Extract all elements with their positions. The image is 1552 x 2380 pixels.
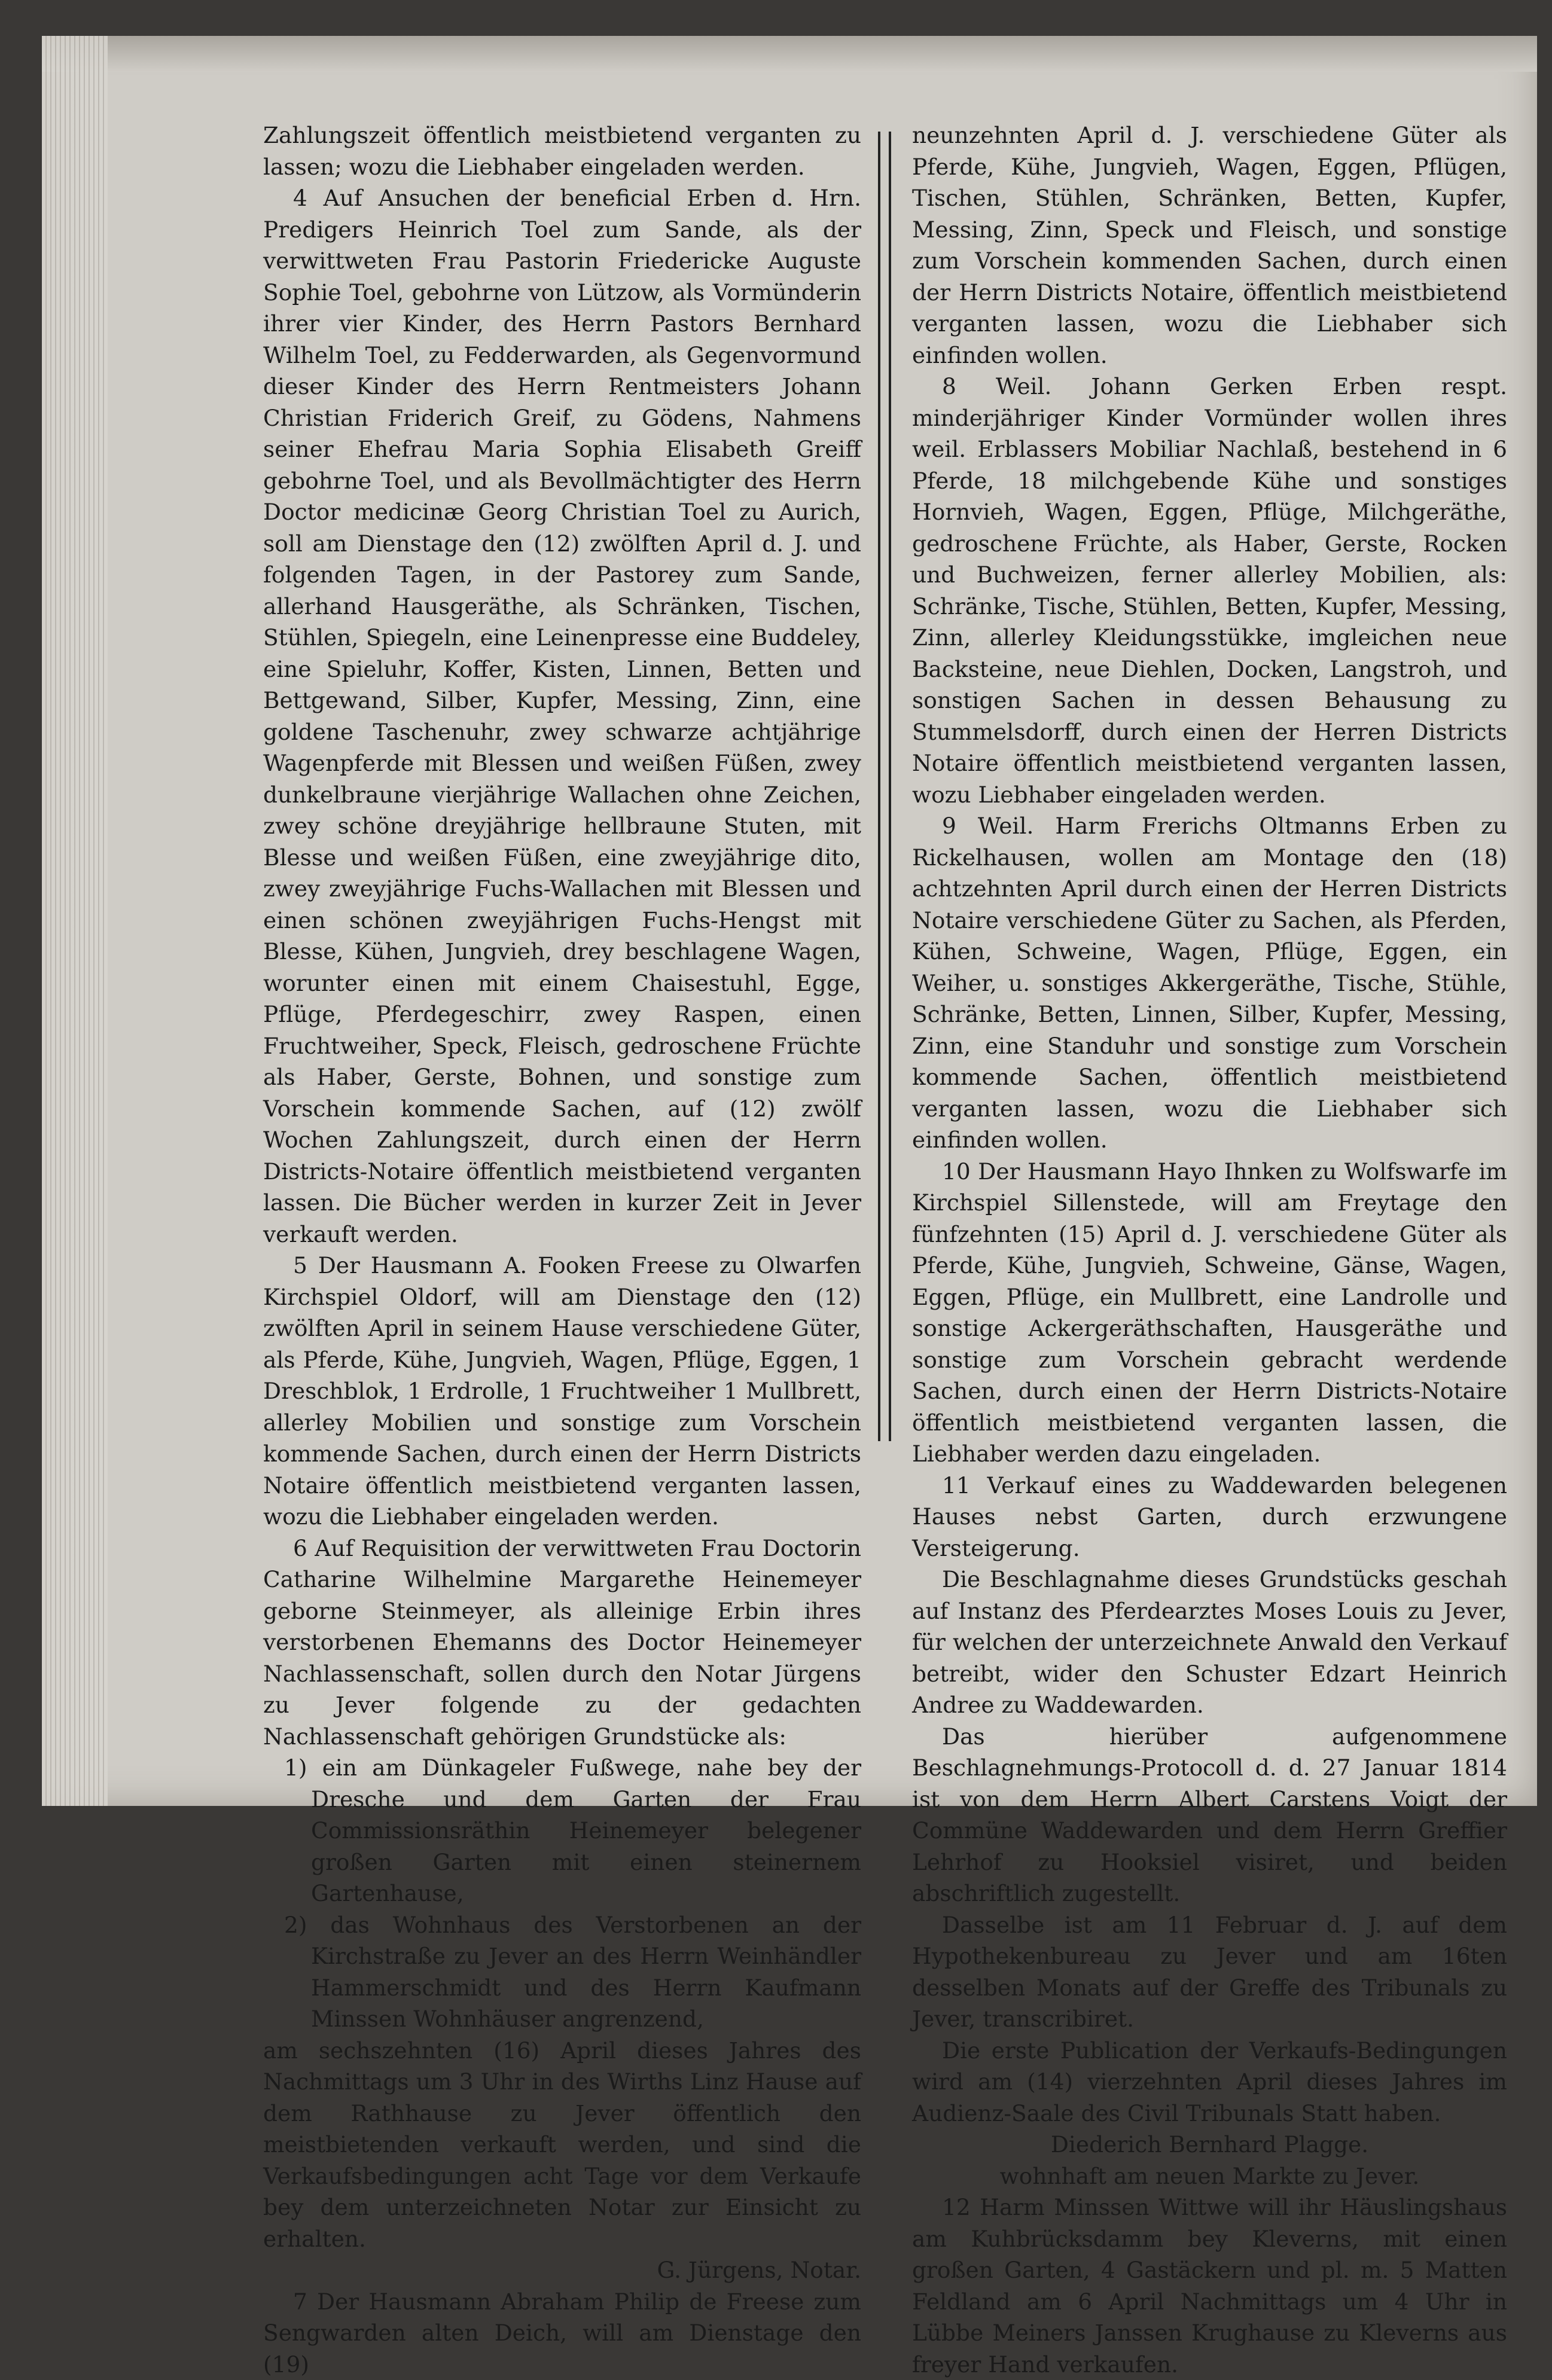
page-top-edge — [42, 36, 1537, 72]
column-divider — [878, 132, 891, 1441]
notice-7-cont: neunzehnten April d. J. verschiedene Güter als Pferde, Kühe, Jungvieh, Wagen, Eggen, Pflügen, Tischen, Stühlen, Schränken, Betten, Kupfer, Messing, Zinn, Speck und Fleisch, und sonstige zum Vorschein kommenden Sachen, durch einen der Herrn Districts Notaire, öffentlich meistbietend verganten lassen, wozu die Liebhaber sich einfinden wollen. — [912, 120, 1507, 371]
notice-4: 4 Auf Ansuchen der beneficial Erben d. Hrn. Predigers Heinrich Toel zum Sande, als der verwittweten Frau Pastorin Friedericke Auguste Sophie Toel, gebohrne von Lützow, als Vormünderin ihrer vier Kinder, des Herrn Pastors Bernhard Wilhelm Toel, zu Fedderwarden, als Gegenvormund dieser Kinder des Herrn Rentmeisters Johann Christian Friderich Greif, zu Gödens, Nahmens seiner Ehefrau Maria Sophia Elisabeth Greiff gebohrne Toel, und als Bevollmächtigter des Herrn Doctor medicinæ Georg Christian Toel zu Aurich, soll am Dienstage den (12) zwölften April d. J. und folgenden Tagen, in der Pastorey zum Sande, allerhand Hausgeräthe, als Schränken, Tischen, Stühlen, Spiegeln, eine Leinenpresse eine Buddeley, eine Spieluhr, Koffer, Kisten, Linnen, Betten und Bettgewand, Silber, Kupfer, Messing, Zinn, eine goldene Taschenuhr, zwey schwarze achtjährige Wagenpferde mit Blessen und weißen Füßen, zwey dunkelbraune vierjährige Wallachen ohne Zeichen, zwey schöne dreyjährige hellbraune Stuten, mit Blesse und weißen Füßen, eine zweyjährige dito, zwey zweyjährige Fuchs-Wallachen mit Blessen und einen schönen zweyjährigen Fuchs-Hengst mit Blesse, Kühen, Jungvieh, drey beschlagene Wagen, worunter einen mit einem Chaisestuhl, Egge, Pflüge, Pferdegeschirr, zwey Raspen, einen Fruchtweiher, Speck, Fleisch, gedroschene Früchte als Haber, Gerste, Bohnen, und sonstige zum Vorschein kommende Sachen, auf (12) zwölf Wochen Zahlungszeit, durch einen der Herrn Districts-Notaire öffentlich meistbietend verganten lassen. Die Bücher werden in kurzer Zeit in Jever verkauft werden. — [263, 182, 861, 1250]
notice-11-heading: 11 Verkauf eines zu Waddewarden belegenen Hauses nebst Garten, durch erzwungene Versteigerung. — [912, 1470, 1507, 1564]
notice-7-start: 7 Der Hausmann Abraham Philip de Freese zum Sengwarden alten Deich, will am Dienstage den (19) — [263, 2286, 861, 2380]
notice-9: 9 Weil. Harm Frerichs Oltmanns Erben zu Rickelhausen, wollen am Montage den (18) achtzehnten April durch einen der Herren Districts Notaire verschiedene Güter zu Sachen, als Pferden, Kühen, Schweine, Wagen, Pflüge, Eggen, ein Weiher, u. sonstiges Akkergeräthe, Tische, Stühle, Schränke, Betten, Linnen, Silber, Kupfer, Messing, Zinn, eine Standuhr und sonstige zum Vorschein kommende Sachen, öffentlich meistbietend verganten lassen, wozu die Liebhaber sich einfinden wollen. — [912, 810, 1507, 1156]
notice-6-signature: G. Jürgens, Notar. — [263, 2254, 861, 2286]
notice-6-terms: am sechszehnten (16) April dieses Jahres des Nachmittags um 3 Uhr in des Wirths Linz Hause auf dem Rathhause zu Jever öffentlich den meistbietenden verkauft werden, und sind die Verkaufsbedingungen acht Tage vor dem Verkaufe bey dem unterzeichneten Notar zur Einsicht zu erhalten. — [263, 2035, 861, 2255]
notice-11-address: wohnhaft am neuen Markte zu Jever. — [912, 2161, 1507, 2192]
right-column — [912, 120, 1507, 2380]
notice-5: 5 Der Hausmann A. Fooken Freese zu Olwarfen Kirchspiel Oldorf, will am Dienstage den (12) zwölften April in seinem Hause verschiedene Güter, als Pferde, Kühe, Jungvieh, Wagen, Pflüge, Eggen, 1 Dreschblok, 1 Erdrolle, 1 Fruchtweiher 1 Mullbrett, allerley Mobilien und sonstige zum Vorschein kommende Sachen, durch einen der Herrn Districts Notaire öffentlich meistbietend verganten lassen, wozu die Liebhaber eingeladen werden. — [263, 1250, 861, 1533]
notice-6-item-2: 2) das Wohnhaus des Verstorbenen an der Kirchstraße zu Jever an des Herrn Weinhändler Hammerschmidt und des Herrn Kaufmann Minssen Wohnhäuser angrenzend, — [263, 1909, 861, 2035]
notice-11-signature: Diederich Bernhard Plagge. — [912, 2129, 1507, 2161]
notice-11-p2: Das hierüber aufgenommene Beschlagnehmungs-Protocoll d. d. 27 Januar 1814 ist von dem Herrn Albert Carstens Voigt der Commüne Waddewarden und dem Herrn Greffier Lehrhof zu Hooksiel visiret, und beiden abschriftlich zugestellt. — [912, 1721, 1507, 1909]
left-column — [263, 120, 861, 2380]
page-stack-edges — [42, 36, 108, 1806]
notice-8: 8 Weil. Johann Gerken Erben respt. minderjähriger Kinder Vormünder wollen ihres weil. Erblassers Mobiliar Nachlaß, bestehend in 6 Pferde, 18 milchgebende Kühe und sonstiges Hornvieh, Wagen, Eggen, Pflüge, Milchgeräthe, gedroschene Früchte, als Haber, Gerste, Rocken und Buchweizen, ferner allerley Mobilien, als: Schränke, Tische, Stühlen, Betten, Kupfer, Messing, Zinn, allerley Kleidungsstükke, imgleichen neue Backsteine, neue Diehlen, Docken, Langstroh, und sonstigen Sachen in dessen Behausung zu Stummelsdorff, durch einen der Herren Districts Notaire öffentlich meistbietend verganten lassen, wozu Liebhaber eingeladen werden. — [912, 371, 1507, 810]
notice-11-p4: Die erste Publication der Verkaufs-Bedingungen wird am (14) vierzehnten April dieses Jahres im Audienz-Saale des Civil Tribunals Statt haben. — [912, 2035, 1507, 2129]
notice-11-p3: Dasselbe ist am 11 Februar d. J. auf dem Hypothekenbureau zu Jever und am 16ten desselben Monats auf der Greffe des Tribunals zu Jever, transcribiret. — [912, 1909, 1507, 2035]
notice-11-p1: Die Beschlagnahme dieses Grundstücks geschah auf Instanz des Pferdearztes Moses Louis zu Jever, für welchen der unterzeichnete Anwald den Verkauf betreibt, wider den Schuster Edzart Heinrich Andree zu Waddewarden. — [912, 1564, 1507, 1721]
notice-6-item-1: 1) ein am Dünkageler Fußwege, nahe bey der Dresche und dem Garten der Frau Commissionsräthin Heinemeyer belegener großen Garten mit einen steinernem Gartenhause, — [263, 1752, 861, 1909]
notice-10: 10 Der Hausmann Hayo Ihnken zu Wolfswarfe im Kirchspiel Sillenstede, will am Freytage den fünfzehnten (15) April d. J. verschiedene Güter als Pferde, Kühe, Jungvieh, Schweine, Gänse, Wagen, Eggen, Pflüge, ein Mullbrett, eine Landrolle und sonstige Ackergeräthschaften, Hausgeräthe und sonstige zum Vorschein gebracht werdende Sachen, durch einen der Herrn Districts-Notaire öffentlich meistbietend verganten lassen, die Liebhaber werden dazu eingeladen. — [912, 1156, 1507, 1470]
notice-12: 12 Harm Minssen Wittwe will ihr Häuslingshaus am Kuhbrücksdamm bey Kleverns, mit einen großen Garten, 4 Gastäckern und pl. m. 5 Matten Feldland am 6 April Nachmittags um 4 Uhr in Lübbe Meiners Janssen Krughause zu Kleverns aus freyer Hand verkaufen. — [912, 2192, 1507, 2380]
left-paragraph-0: Zahlungszeit öffentlich meistbietend verganten zu lassen; wozu die Liebhaber eingeladen werden. — [263, 120, 861, 182]
notice-6: 6 Auf Requisition der verwittweten Frau Doctorin Catharine Wilhelmine Margarethe Heinemeyer geborne Steinmeyer, als alleinige Erbin ihres verstorbenen Ehemanns des Doctor Heinemeyer Nachlassenschaft, sollen durch den Notar Jürgens zu Jever folgende zu der gedachten Nachlassenschaft gehörigen Grundstücke als: — [263, 1533, 861, 1753]
